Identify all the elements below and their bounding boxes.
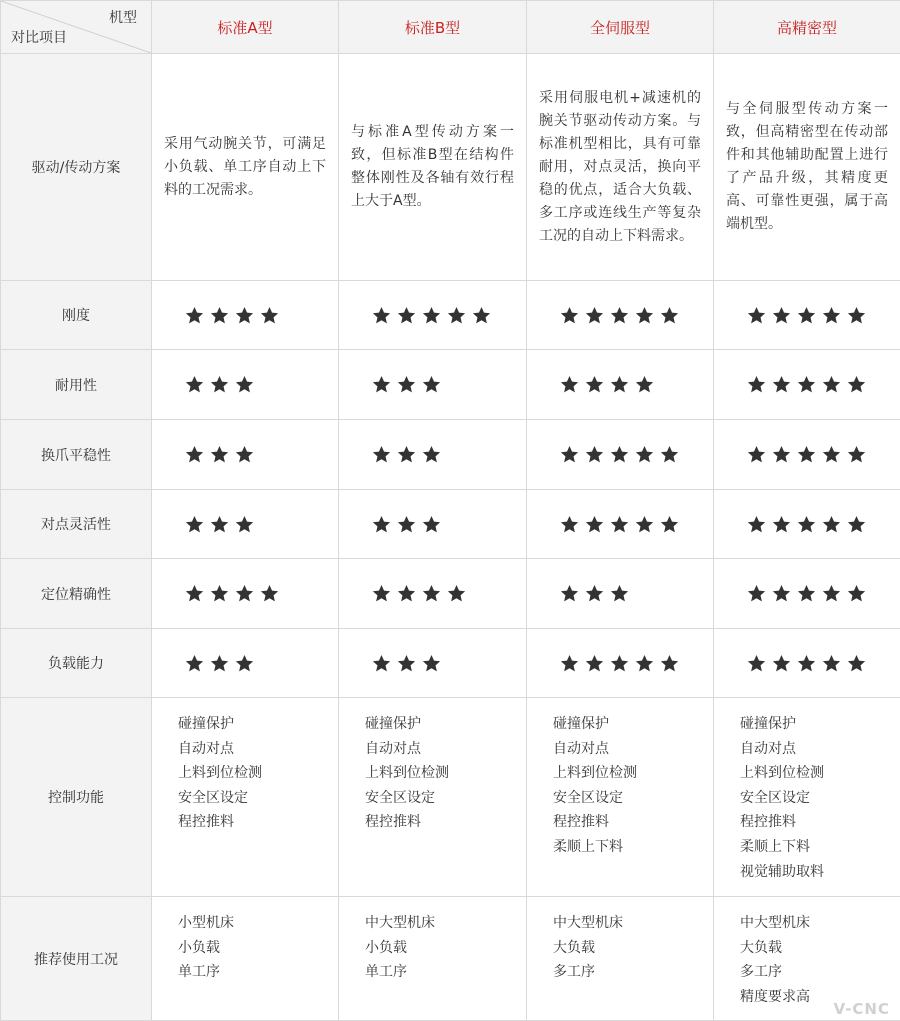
star-icon <box>822 515 841 534</box>
list-item: 中大型机床 <box>740 911 900 936</box>
star-icon <box>235 306 254 325</box>
list-item: 柔顺上下料 <box>553 835 713 860</box>
row-label-durability: 耐用性 <box>1 350 152 420</box>
list-item: 碰撞保护 <box>365 712 526 737</box>
rating-cell <box>527 490 714 559</box>
star-icon <box>585 584 604 603</box>
star-icon <box>372 584 391 603</box>
list-item: 中大型机床 <box>365 911 526 936</box>
star-icon <box>772 654 791 673</box>
rating-cell <box>527 420 714 490</box>
list-item: 大负载 <box>553 936 713 961</box>
row-label-point-flexibility: 对点灵活性 <box>1 490 152 559</box>
star-icon <box>610 306 629 325</box>
star-icon <box>847 306 866 325</box>
star-icon <box>610 584 629 603</box>
list-item: 程控推料 <box>740 810 900 835</box>
star-icon <box>560 584 579 603</box>
star-icon <box>635 445 654 464</box>
star-icon <box>472 306 491 325</box>
star-icon <box>210 375 229 394</box>
model-header-a: 标准A型 <box>152 1 339 54</box>
star-icon <box>372 445 391 464</box>
rating-cell <box>339 559 527 629</box>
usage-list <box>152 897 339 1021</box>
rating-cell <box>527 629 714 698</box>
star-icon <box>560 306 579 325</box>
star-icon <box>585 515 604 534</box>
drive-desc-servo: 采用伺服电机+减速机的腕关节驱动传动方案。与标准机型相比，具有可靠耐用，对点灵活，换向平稳的优点，适合大负载、多工序或连线生产等复杂工况的自动上下料需求。 <box>527 54 714 281</box>
list-item: 上料到位检测 <box>740 761 900 786</box>
list-item: 柔顺上下料 <box>740 835 900 860</box>
star-icon <box>797 654 816 673</box>
rating-cell <box>527 350 714 420</box>
list-item: 中大型机床 <box>553 911 713 936</box>
usage-list <box>527 897 714 1021</box>
star-icon <box>422 515 441 534</box>
control-row <box>1 698 900 897</box>
row-label-rigidity: 刚度 <box>1 281 152 350</box>
rating-cell <box>152 490 339 559</box>
star-icon <box>660 306 679 325</box>
star-icon <box>397 375 416 394</box>
star-icon <box>822 445 841 464</box>
star-icon <box>747 654 766 673</box>
star-icon <box>397 654 416 673</box>
star-icon <box>422 306 441 325</box>
star-icon <box>847 654 866 673</box>
drive-desc-a: 采用气动腕关节，可满足小负载、单工序自动上下料的工况需求。 <box>152 54 339 281</box>
rating-cell <box>152 420 339 490</box>
list-item: 程控推料 <box>365 810 526 835</box>
rating-cell <box>714 490 900 559</box>
star-icon <box>772 515 791 534</box>
rating-cell <box>527 281 714 350</box>
star-icon <box>610 654 629 673</box>
list-item: 精度要求高 <box>740 985 900 1010</box>
rating-cell <box>152 350 339 420</box>
star-icon <box>210 584 229 603</box>
list-item: 多工序 <box>553 960 713 985</box>
star-icon <box>235 515 254 534</box>
list-item: 上料到位检测 <box>553 761 713 786</box>
star-icon <box>747 584 766 603</box>
star-icon <box>447 306 466 325</box>
star-icon <box>610 515 629 534</box>
star-icon <box>610 445 629 464</box>
star-icon <box>210 515 229 534</box>
row-label-load-capacity: 负载能力 <box>1 629 152 698</box>
star-icon <box>235 375 254 394</box>
corner-item-label: 对比项目 <box>11 27 67 47</box>
star-icon <box>397 515 416 534</box>
list-item: 自动对点 <box>178 737 338 762</box>
watermark-logo: V-CNC <box>834 1000 890 1018</box>
star-icon <box>660 445 679 464</box>
rating-cell <box>152 629 339 698</box>
list-item: 视觉辅助取料 <box>740 860 900 885</box>
star-icon <box>447 584 466 603</box>
star-icon <box>660 654 679 673</box>
list-item: 程控推料 <box>178 810 338 835</box>
star-icon <box>797 584 816 603</box>
row-label-usage: 推荐使用工况 <box>1 897 152 1021</box>
header-row <box>1 1 900 54</box>
row-label-positioning-accuracy: 定位精确性 <box>1 559 152 629</box>
list-item: 单工序 <box>365 960 526 985</box>
row-label-control: 控制功能 <box>1 698 152 897</box>
star-icon <box>372 306 391 325</box>
star-icon <box>610 375 629 394</box>
list-item: 安全区设定 <box>365 786 526 811</box>
control-list <box>714 698 900 897</box>
list-item: 自动对点 <box>553 737 713 762</box>
model-header-b: 标准B型 <box>339 1 527 54</box>
star-icon <box>422 445 441 464</box>
rating-row <box>1 490 900 559</box>
drive-desc-b: 与标准A型传动方案一致，但标准B型在结构件整体刚性及各轴有效行程上大于A型。 <box>339 54 527 281</box>
row-label-drive: 驱动/传动方案 <box>1 54 152 281</box>
star-icon <box>747 375 766 394</box>
corner-model-label: 机型 <box>109 7 137 27</box>
list-item: 小负载 <box>365 936 526 961</box>
star-icon <box>772 306 791 325</box>
list-item: 小型机床 <box>178 911 338 936</box>
star-icon <box>822 654 841 673</box>
list-item: 碰撞保护 <box>740 712 900 737</box>
list-item: 安全区设定 <box>178 786 338 811</box>
model-header-precision: 高精密型 <box>714 1 900 54</box>
star-icon <box>822 584 841 603</box>
rating-row <box>1 281 900 350</box>
star-icon <box>422 375 441 394</box>
star-icon <box>422 654 441 673</box>
rating-row <box>1 629 900 698</box>
star-icon <box>797 445 816 464</box>
list-item: 碰撞保护 <box>178 712 338 737</box>
star-icon <box>397 445 416 464</box>
star-icon <box>397 584 416 603</box>
star-icon <box>210 445 229 464</box>
star-icon <box>585 654 604 673</box>
star-icon <box>772 584 791 603</box>
control-list <box>152 698 339 897</box>
star-icon <box>635 306 654 325</box>
rating-cell <box>339 281 527 350</box>
star-icon <box>185 375 204 394</box>
star-icon <box>372 654 391 673</box>
star-icon <box>185 306 204 325</box>
star-icon <box>847 584 866 603</box>
star-icon <box>372 375 391 394</box>
star-icon <box>560 375 579 394</box>
star-icon <box>822 375 841 394</box>
rating-cell <box>527 559 714 629</box>
star-icon <box>772 445 791 464</box>
list-item: 安全区设定 <box>740 786 900 811</box>
rating-cell <box>714 350 900 420</box>
star-icon <box>847 445 866 464</box>
list-item: 自动对点 <box>740 737 900 762</box>
model-header-servo: 全伺服型 <box>527 1 714 54</box>
star-icon <box>235 654 254 673</box>
star-icon <box>585 306 604 325</box>
rating-cell <box>339 350 527 420</box>
rating-cell <box>714 629 900 698</box>
star-icon <box>260 584 279 603</box>
rating-cell <box>152 281 339 350</box>
star-icon <box>210 654 229 673</box>
star-icon <box>747 306 766 325</box>
star-icon <box>585 445 604 464</box>
star-icon <box>260 306 279 325</box>
rating-cell <box>339 420 527 490</box>
header-corner-cell <box>1 1 152 54</box>
star-icon <box>235 584 254 603</box>
star-icon <box>397 306 416 325</box>
list-item: 上料到位检测 <box>178 761 338 786</box>
list-item: 单工序 <box>178 960 338 985</box>
list-item: 安全区设定 <box>553 786 713 811</box>
rating-row <box>1 559 900 629</box>
star-icon <box>797 306 816 325</box>
list-item: 小负载 <box>178 936 338 961</box>
list-item: 程控推料 <box>553 810 713 835</box>
control-list <box>339 698 527 897</box>
drive-row <box>1 54 900 281</box>
rating-cell <box>339 629 527 698</box>
drive-desc-precision: 与全伺服型传动方案一致，但高精密型在传动部件和其他辅助配置上进行了产品升级，其精度更高、可靠性更强，属于高端机型。 <box>714 54 900 281</box>
star-icon <box>635 515 654 534</box>
star-icon <box>560 515 579 534</box>
list-item: 多工序 <box>740 960 900 985</box>
star-icon <box>660 515 679 534</box>
star-icon <box>635 654 654 673</box>
star-icon <box>747 515 766 534</box>
star-icon <box>797 515 816 534</box>
star-icon <box>185 584 204 603</box>
star-icon <box>422 584 441 603</box>
usage-list <box>339 897 527 1021</box>
star-icon <box>185 654 204 673</box>
star-icon <box>797 375 816 394</box>
list-item: 碰撞保护 <box>553 712 713 737</box>
star-icon <box>235 445 254 464</box>
star-icon <box>185 515 204 534</box>
star-icon <box>772 375 791 394</box>
rating-row <box>1 420 900 490</box>
control-list <box>527 698 714 897</box>
rating-cell <box>339 490 527 559</box>
star-icon <box>185 445 204 464</box>
star-icon <box>560 445 579 464</box>
rating-cell <box>714 281 900 350</box>
list-item: 上料到位检测 <box>365 761 526 786</box>
star-icon <box>210 306 229 325</box>
row-label-gripper-stability: 换爪平稳性 <box>1 420 152 490</box>
list-item: 自动对点 <box>365 737 526 762</box>
star-icon <box>822 306 841 325</box>
list-item: 大负载 <box>740 936 900 961</box>
star-icon <box>747 445 766 464</box>
star-icon <box>635 375 654 394</box>
star-icon <box>847 515 866 534</box>
usage-row <box>1 897 900 1021</box>
rating-cell <box>714 559 900 629</box>
rating-cell <box>714 420 900 490</box>
star-icon <box>585 375 604 394</box>
rating-row <box>1 350 900 420</box>
star-icon <box>372 515 391 534</box>
star-icon <box>560 654 579 673</box>
rating-cell <box>152 559 339 629</box>
star-icon <box>847 375 866 394</box>
